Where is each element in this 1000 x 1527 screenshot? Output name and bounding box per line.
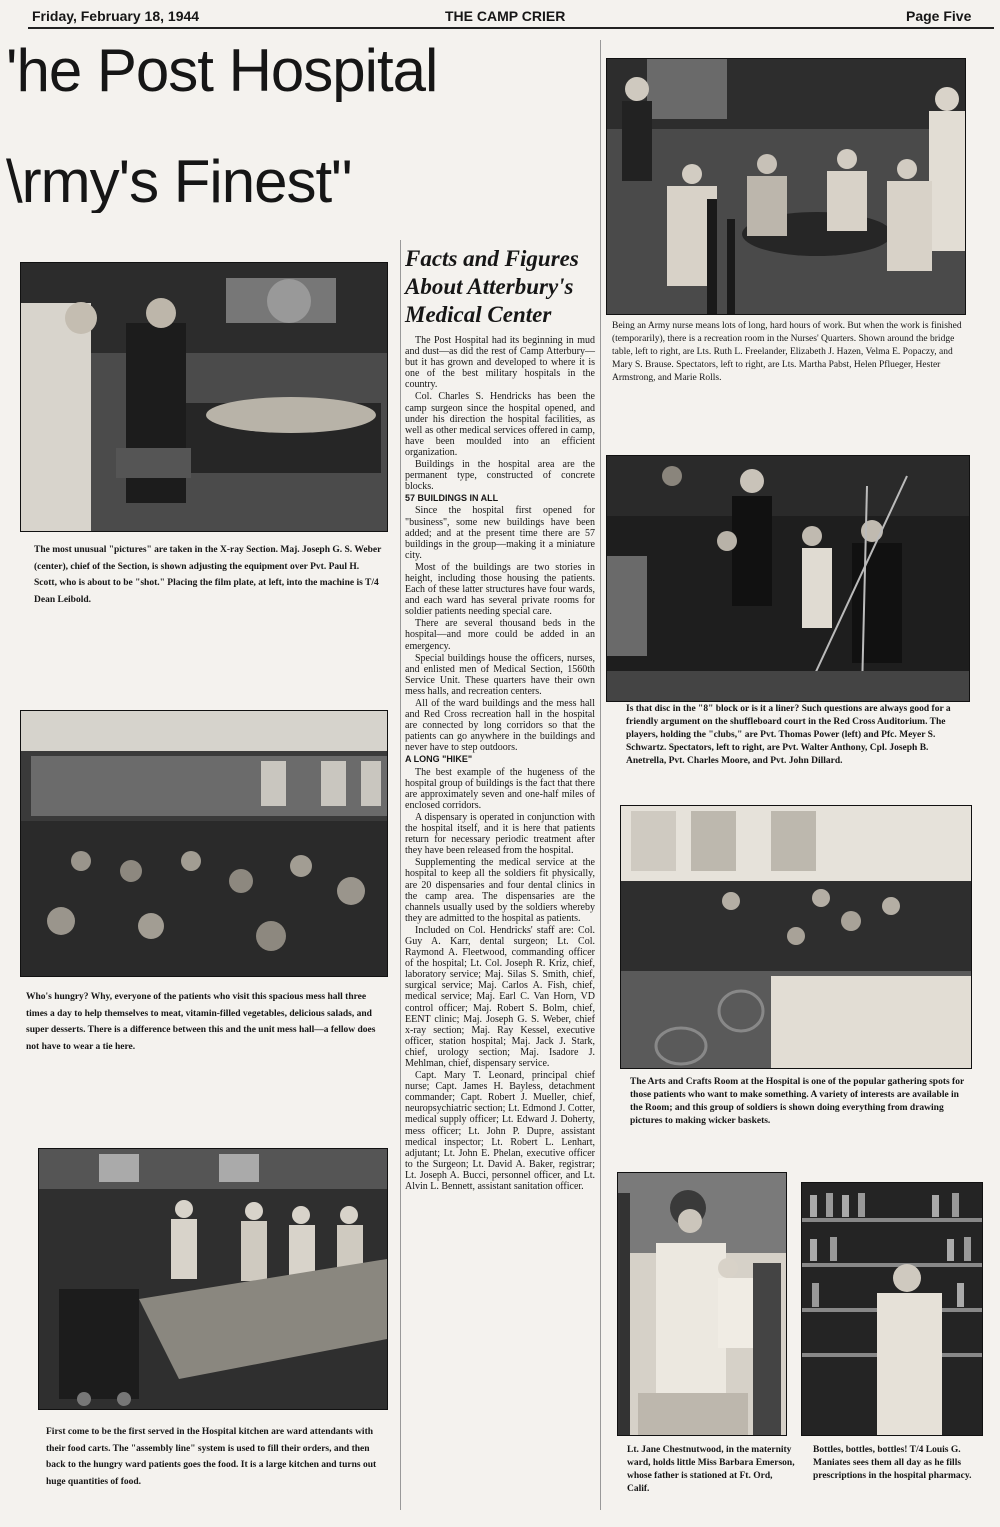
article-paragraph: The best example of the hugeness of the hospital group of buildings is the fact that there are approximately seven and one-half miles of enclosed corridors. — [405, 766, 595, 811]
article-subhead: 57 BUILDINGS IN ALL — [405, 493, 499, 504]
shuffleboard-photo — [606, 455, 970, 702]
article-subhead: A LONG "HIKE" — [405, 754, 473, 765]
maternity-caption: Lt. Jane Chestnutwood, in the maternity ward, holds little Miss Barbara Emerson, whose father is stationed at Ft. Ord, Calif. — [627, 1445, 795, 1494]
article-facts-and-figures — [405, 245, 595, 1193]
article-paragraph: Most of the buildings are two stories in height, including those housing the patients. Each of these latter structures have four wards, and each ward has several private rooms for soldier patients needing special care. — [405, 561, 595, 618]
article-paragraph: Included on Col. Hendricks' staff are: Col. Guy A. Karr, dental surgeon; Lt. Col. Raymond A. Fleetwood, commanding officer of the hospital; Lt. Col. Joseph R. Kriz, chief, laboratory service; Maj. Silas S. Smith, chief, surgical service; Maj. Carlos A. Fish, chief, medical service; Maj. Earl C. Van Horn, VD control officer; Maj. Robert S. Bolm, chief, EENT clinic; Maj. Joseph G. S. Weber, chief x-ray section; Maj. Ray Kessel, executive officer, station hospital; Maj. Jack J. Stark, chief, urology section; Maj. Isadore J. Mehlman, chief, dispensary service. — [405, 924, 595, 1069]
article-title-line-3: Medical Center — [405, 302, 552, 327]
headline-line-1: 'he Post Hospital — [6, 40, 438, 102]
mess-hall-caption: Who's hungry? Why, everyone of the patients who visit this spacious mess hall three times a day to help themselves to meat, vitamin-filled vegetables, delicious salads, and super desserts. There is a difference between this and the unit mess hall—a fellow does not have to wear a tie here. — [26, 992, 376, 1052]
article-paragraph: Buildings in the hospital area are the permanent type, constructed of concrete blocks. — [405, 459, 595, 493]
xray-section-photo — [20, 262, 388, 532]
xray-caption: The most unusual "pictures" are taken in the X-ray Section. Maj. Joseph G. S. Weber (center), chief of the Section, is shown adjusting the equipment over Pvt. Paul H. Scott, who is about to be "shot." Placing the film plate, at left, into the machine is T/4 Dean Leibold. — [34, 545, 382, 605]
mess-hall-photo — [20, 710, 388, 977]
kitchen-caption: First come to be the first served in the Hospital kitchen are ward attendants with their food carts. The "assembly line" system is used to fill their orders, and then back to the hungry ward patients goes the food. It is a large kitchen and turns out huge quantities of food. — [46, 1427, 377, 1487]
newspaper-name: THE CAMP CRIER — [445, 8, 566, 24]
page-number: Page Five — [906, 8, 972, 24]
issue-date: Friday, February 18, 1944 — [32, 8, 200, 24]
pharmacy-caption: Bottles, bottles, bottles! T/4 Louis G. Maniates sees them all day as he fills prescriptions in the hospital pharmacy. — [813, 1445, 972, 1481]
article-paragraph: All of the ward buildings and the mess hall and Red Cross recreation hall in the hospital are connected by long corridors so that the patients can go anywhere in the buildings and never have to step outdoors. — [405, 698, 595, 754]
article-paragraph: Col. Charles S. Hendricks has been the camp surgeon since the hospital opened, and under his direction the hospital facilities, as well as other medical services offered in camp, have been moulded into an efficient organization. — [405, 391, 595, 458]
article-paragraph: Since the hospital first opened for "business", some new buildings have been added; and at the present time there are 57 buildings in the group—making it a miniature city. — [405, 505, 595, 561]
nurses-quarters-photo — [606, 58, 966, 315]
hospital-kitchen-photo — [38, 1148, 388, 1410]
column-divider — [400, 240, 401, 1510]
article-paragraph: The Post Hospital had its beginning in mud and dust—as did the rest of Camp Atterbury—but it has grown and developed to where it is one of the best military hospitals in the country. — [405, 335, 595, 391]
article-paragraph: Supplementing the medical service at the hospital to keep all the soldiers fit physically, are 20 dispensaries and four dental clinics in the camp area. The dispensaries are the channels usually used by the soldiers whereby they are admitted to the hospital as patients. — [405, 857, 595, 924]
article-paragraph: Special buildings house the officers, nurses, and enlisted men of Medical Section, 1560th Service Unit. These quarters have their own mess halls, and recreation centers. — [405, 652, 595, 697]
article-paragraph: Capt. Mary T. Leonard, principal chief nurse; Capt. James H. Bayless, detachment commander; Capt. Robert J. Mueller, chief, neuropsychiatric section; Lt. Edmond J. Cotter, medical supply officer; Lt. Edward J. Doherty, mess officer; Lt. John P. Dupre, assistant medical inspector; Lt. Robert L. Lenhart, adjutant; Lt. John E. Phelan, executive officer to the Surgeon; Lt. David A. Baker, registrar; Lt. Joseph A. Bucci, personnel officer, and Lt. Alvin L. Bennett, assistant sanitation officer. — [405, 1070, 595, 1193]
article-title-line-2: About Atterbury's — [405, 274, 574, 299]
article-body — [405, 335, 595, 1192]
arts-and-crafts-caption: The Arts and Crafts Room at the Hospital is one of the popular gathering spots for those patients who want to make something. A variety of interests are available in the Room; and this group of soldiers is shown doing everything from drawing pictures to making wicker baskets. — [630, 1077, 965, 1126]
column-divider — [600, 40, 601, 1510]
masthead-rule — [28, 27, 994, 29]
article-title-line-1: Facts and Figures — [405, 246, 579, 271]
arts-and-crafts-photo — [620, 805, 972, 1069]
article-paragraph: There are several thousand beds in the hospital—and more could be added in an emergency. — [405, 618, 595, 652]
pharmacy-photo — [801, 1182, 983, 1436]
maternity-ward-photo — [617, 1172, 787, 1436]
headline-line-2: \rmy's Finest" — [6, 151, 352, 213]
article-paragraph: A dispensary is operated in conjunction with the hospital itself, and it is here that patients return for necessary periodic treatment after they have been released from the hospital. — [405, 811, 595, 857]
nurses-caption: Being an Army nurse means lots of long, hard hours of work. But when the work is finished (temporarily), there is a recreation room in the Nurses' Quarters. Shown around the bridge table, left to right, are Lts. Ruth L. Freelander, Elizabeth J. Hazen, Velma E. Popaczy, and Mary S. Brause. Spectators, left to right, are Lts. Martha Pabst, Helen Pflueger, Hester Armstrong, and Marie Rolls. — [612, 321, 962, 383]
shuffleboard-caption: Is that disc in the "8" block or is it a liner? Such questions are always good for a friendly argument on the shuffleboard court in the Red Cross Auditorium. The players, holding the "clubs," are Pvt. Thomas Power (left) and Pfc. Meyer S. Schwartz. Spectators, left to right, are Pvt. Walter Anthony, Cpl. Joseph B. Anetrella, Pvt. Charles Moore, and Pvt. John Dillard. — [626, 704, 951, 766]
